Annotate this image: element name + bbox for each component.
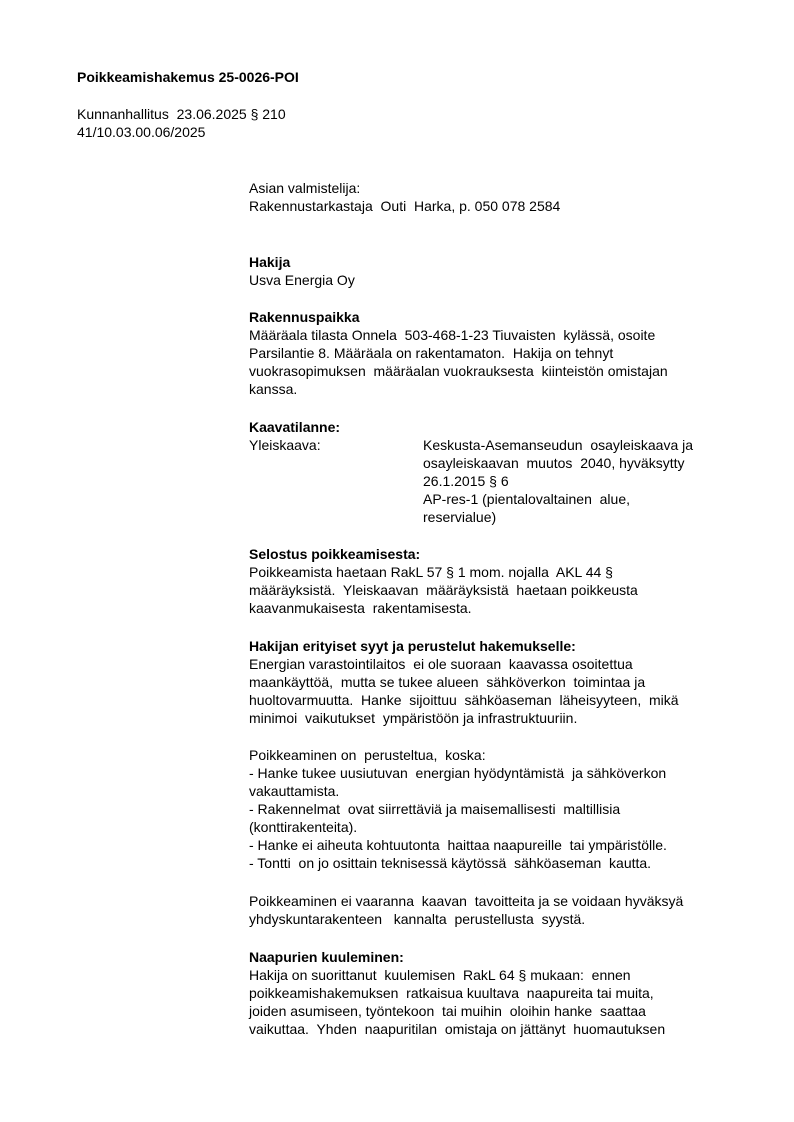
justification-line: - Rakennelmat ovat siirrettäviä ja maisemallisesti maltillisia — [249, 801, 621, 817]
explanation-heading: Selostus poikkeamisesta: — [249, 546, 421, 562]
justification-line: vakauttamista. — [249, 783, 340, 799]
site-line: kanssa. — [249, 381, 298, 397]
site-line: Määräala tilasta Onnela 503-468-1-23 Tiuvaisten kylässä, osoite — [249, 327, 656, 343]
justification-line: Poikkeaminen on perusteltua, koska: — [249, 747, 486, 763]
applicant-heading: Hakija — [249, 254, 291, 270]
neighbors-line: joiden asumiseen, työntekoon tai muihin oloihin hanke saattaa — [249, 1003, 646, 1019]
conclusion-line: yhdyskuntarakenteen kannalta perustellusta syystä. — [249, 911, 586, 927]
zoning-label: Yleiskaava: — [249, 437, 321, 453]
zoning-line: Keskusta-Asemanseudun osayleiskaava ja — [423, 437, 694, 453]
justification-line: - Hanke tukee uusiutuvan energian hyödyntämistä ja sähköverkon — [249, 765, 667, 781]
reasons-line: Energian varastointilaitos ei ole suoraan kaavassa osoitettua — [249, 656, 633, 672]
site-line: Parsilantie 8. Määräala on rakentamaton. Hakija on tehnyt — [249, 345, 614, 361]
justification-line: - Tontti on jo osittain teknisessä käytössä sähköaseman kautta. — [249, 855, 652, 871]
neighbors-line: poikkeamishakemuksen ratkaisua kuultava naapureita tai muita, — [249, 985, 654, 1001]
justification-line: (konttirakenteita). — [249, 819, 358, 835]
zoning-line: osayleiskaavan muutos 2040, hyväksytty — [423, 455, 685, 471]
reasons-line: maankäyttöä, mutta se tukee alueen sähköverkon toimintaa ja — [249, 674, 646, 690]
zoning-line: 26.1.2015 § 6 — [423, 473, 509, 489]
document-title: Poikkeamishakemus 25-0026-POI — [77, 69, 299, 85]
zoning-line: AP-res-1 (pientalovaltainen alue, — [423, 491, 631, 507]
reasons-heading: Hakijan erityiset syyt ja perustelut hakemukselle: — [249, 638, 576, 654]
neighbors-heading: Naapurien kuuleminen: — [249, 949, 404, 965]
conclusion-line: Poikkeaminen ei vaaranna kaavan tavoitteita ja se voidaan hyväksyä — [249, 893, 684, 909]
explanation-line: kaavanmukaisesta rakentamisesta. — [249, 600, 472, 616]
preparer-label: Asian valmistelija: — [249, 180, 361, 196]
explanation-line: Poikkeamista haetaan RakL 57 § 1 mom. nojalla AKL 44 § — [249, 564, 613, 580]
site-heading: Rakennuspaikka — [249, 309, 360, 325]
diary-number: 41/10.03.00.06/2025 — [77, 124, 206, 140]
preparer-value: Rakennustarkastaja Outi Harka, p. 050 078 2584 — [249, 198, 561, 214]
justification-line: - Hanke ei aiheuta kohtuutonta haittaa naapureille tai ympäristölle. — [249, 837, 667, 853]
applicant-value: Usva Energia Oy — [249, 272, 355, 288]
neighbors-line: vaikuttaa. Yhden naapuritilan omistaja on jättänyt huomautuksen — [249, 1021, 666, 1037]
zoning-line: reservialue) — [423, 509, 497, 525]
reasons-line: minimoi vaikutukset ympäristöön ja infrastruktuuriin. — [249, 710, 578, 726]
zoning-heading: Kaavatilanne: — [249, 419, 341, 435]
explanation-line: määräyksistä. Yleiskaavan määräyksistä haetaan poikkeusta — [249, 582, 638, 598]
neighbors-line: Hakija on suorittanut kuulemisen RakL 64 § mukaan: ennen — [249, 967, 631, 983]
meeting-reference: Kunnanhallitus 23.06.2025 § 210 — [77, 106, 286, 122]
site-line: vuokrasopimuksen määräalan vuokrauksesta kiinteistön omistajan — [249, 363, 668, 379]
reasons-line: huoltovarmuutta. Hanke sijoittuu sähköaseman läheisyyteen, mikä — [249, 692, 679, 708]
